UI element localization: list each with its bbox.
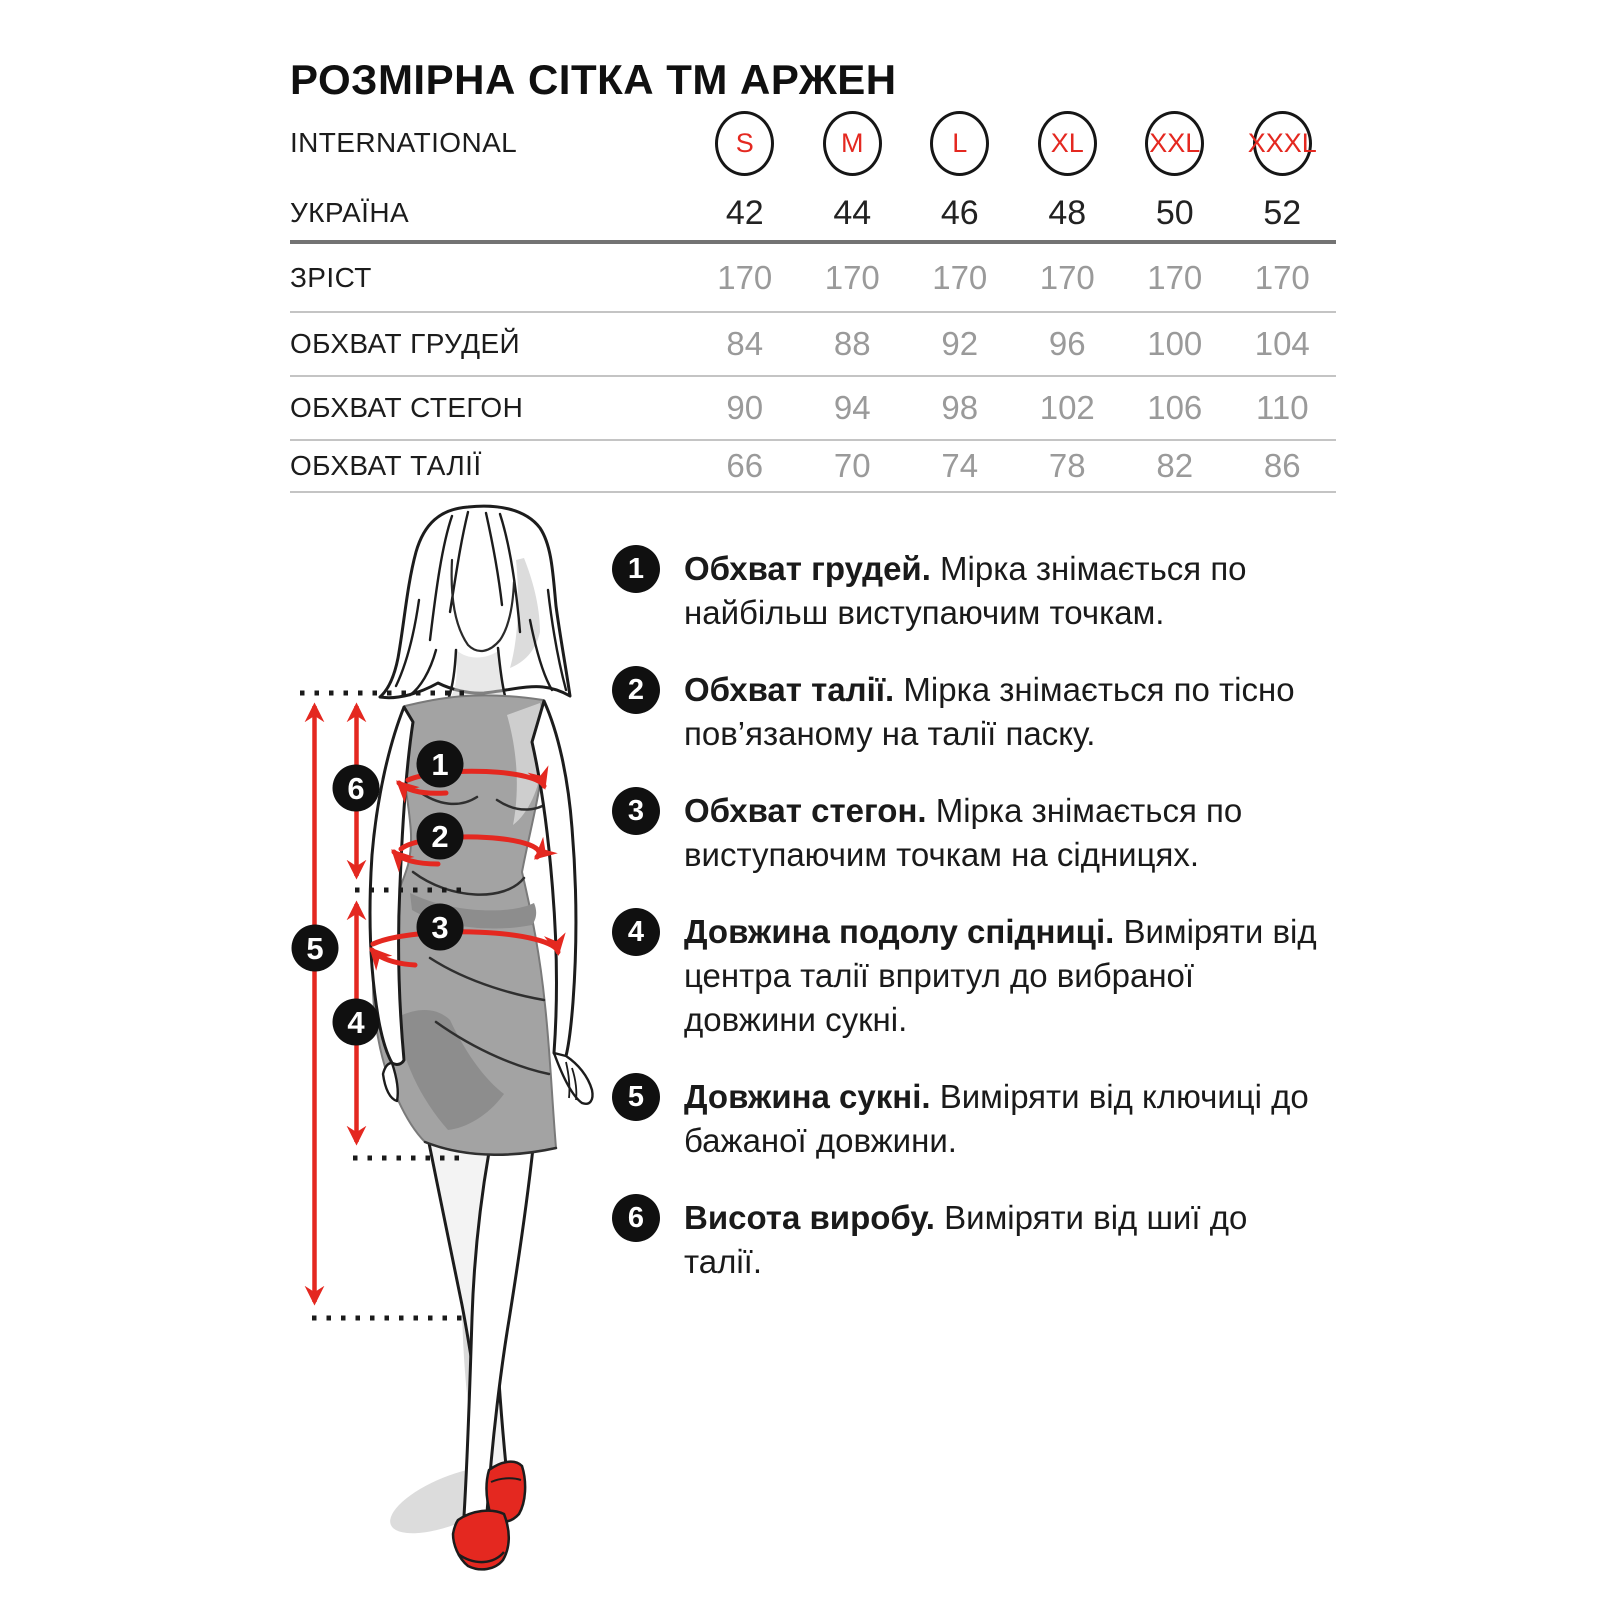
row-label: ОБХВАТ ГРУДЕЙ (290, 328, 521, 359)
measurement-legend (612, 545, 1372, 1315)
table-value: 102 (1039, 389, 1095, 426)
table-value: 170 (1254, 258, 1310, 296)
row-label: ОБХВАТ СТЕГОН (290, 392, 524, 423)
table-row-ukraine (290, 186, 1336, 240)
legend-term: Обхват стегон. (684, 792, 927, 829)
legend-item-3 (612, 787, 1372, 877)
measurement-figure (268, 495, 612, 1575)
marker-3-label: 3 (431, 910, 449, 945)
size-circle-l (930, 111, 989, 176)
legend-number-badge: 3 (612, 787, 660, 835)
legend-desc: Виміряти від шиї до талії. (684, 1199, 1248, 1280)
legend-number-badge: 2 (612, 666, 660, 714)
size-circle-xl (1038, 111, 1097, 176)
legend-item-4 (612, 908, 1372, 1042)
marker-6-label: 6 (347, 771, 365, 806)
table-value: 96 (1048, 325, 1086, 362)
legend-term: Довжина подолу спідниці. (684, 913, 1115, 950)
legs (429, 1143, 533, 1516)
marker-1-label: 1 (431, 747, 449, 782)
table-value: 90 (726, 389, 764, 426)
size-letter: XL (1050, 127, 1084, 158)
legend-desc: Виміряти від ключиці до бажаної довжини. (684, 1078, 1309, 1159)
ukraine-size: 46 (940, 193, 979, 232)
ukraine-size: 50 (1155, 193, 1194, 232)
marker-3 (417, 904, 464, 951)
table-row-height (290, 244, 1336, 311)
ukraine-size: 44 (833, 193, 872, 232)
table-value: 92 (941, 325, 979, 362)
table-divider (290, 491, 1336, 493)
legend-number-badge: 1 (612, 545, 660, 593)
table-value: 104 (1254, 325, 1310, 362)
table-value: 88 (833, 325, 871, 362)
legend-text (684, 666, 1324, 756)
table-value: 78 (1048, 447, 1086, 484)
size-letter: XXL (1149, 127, 1201, 158)
table-value: 86 (1263, 447, 1301, 484)
table-value: 98 (941, 389, 979, 426)
size-circle-s (715, 111, 774, 176)
table-value: 170 (932, 258, 988, 296)
legend-desc: Виміряти від центра талії впритул до вибраної довжини сукні. (684, 913, 1317, 1038)
table-value: 170 (824, 258, 880, 296)
table-value: 74 (941, 447, 979, 484)
size-letter: L (952, 127, 968, 158)
table-value: 94 (833, 389, 871, 426)
legend-text (684, 1073, 1324, 1163)
table-value: 170 (1147, 258, 1203, 296)
legend-text (684, 908, 1324, 1042)
table-row-bust (290, 313, 1336, 375)
legend-text (684, 787, 1324, 877)
legend-term: Висота виробу. (684, 1199, 935, 1236)
legend-desc: Мірка знімається по виступаючим точкам на сідницях. (684, 792, 1243, 873)
ukraine-size: 52 (1263, 193, 1302, 232)
legend-term: Обхват грудей. (684, 550, 931, 587)
legend-item-6 (612, 1194, 1372, 1284)
legend-item-2 (612, 666, 1372, 756)
table-value: 170 (717, 258, 773, 296)
table-value: 110 (1255, 389, 1309, 426)
table-value: 84 (726, 325, 764, 362)
legend-number-badge: 6 (612, 1194, 660, 1242)
legend-item-5 (612, 1073, 1372, 1163)
table-row-international (290, 100, 1336, 186)
marker-2-label: 2 (431, 819, 449, 854)
marker-2 (417, 813, 464, 860)
row-label: ОБХВАТ ТАЛІЇ (290, 450, 482, 481)
table-value: 82 (1156, 447, 1194, 484)
international-label: INTERNATIONAL (290, 127, 518, 158)
size-circle-xxxl (1247, 111, 1317, 176)
table-value: 70 (833, 447, 871, 484)
marker-5-label: 5 (306, 931, 324, 966)
woman-sketch-svg (268, 495, 612, 1575)
table-value: 66 (726, 447, 764, 484)
marker-6 (333, 765, 380, 812)
legend-number-badge: 5 (612, 1073, 660, 1121)
page-title: РОЗМІРНА СІТКА ТМ АРЖЕН (290, 56, 897, 104)
table-value: 170 (1039, 258, 1095, 296)
size-letter: S (735, 127, 754, 158)
table-row-hips (290, 377, 1336, 439)
size-letter: XXXL (1247, 127, 1317, 158)
ukraine-size: 48 (1048, 193, 1087, 232)
ukraine-size: 42 (725, 193, 764, 232)
legend-term: Довжина сукні. (684, 1078, 931, 1115)
legend-item-1 (612, 545, 1372, 635)
legend-desc: Мірка знімається по тісно пов’язаному на талії паску. (684, 671, 1295, 752)
size-letter: M (841, 127, 864, 158)
table-value: 106 (1147, 389, 1203, 426)
ukraine-label: УКРАЇНА (290, 197, 410, 228)
size-table (290, 100, 1336, 493)
size-circle-xxl (1145, 111, 1204, 176)
table-row-waist (290, 441, 1336, 491)
table-value: 100 (1147, 325, 1203, 362)
legend-desc: Мірка знімається по найбільш виступаючим точкам. (684, 550, 1247, 631)
marker-4-label: 4 (347, 1005, 365, 1040)
legend-term: Обхват талії. (684, 671, 895, 708)
legend-number-badge: 4 (612, 908, 660, 956)
marker-4 (333, 999, 380, 1046)
marker-1 (417, 741, 464, 788)
size-circle-m (823, 111, 882, 176)
legend-text (684, 545, 1324, 635)
marker-5 (292, 925, 339, 972)
row-label: ЗРІСТ (290, 261, 372, 293)
legend-text (684, 1194, 1324, 1284)
